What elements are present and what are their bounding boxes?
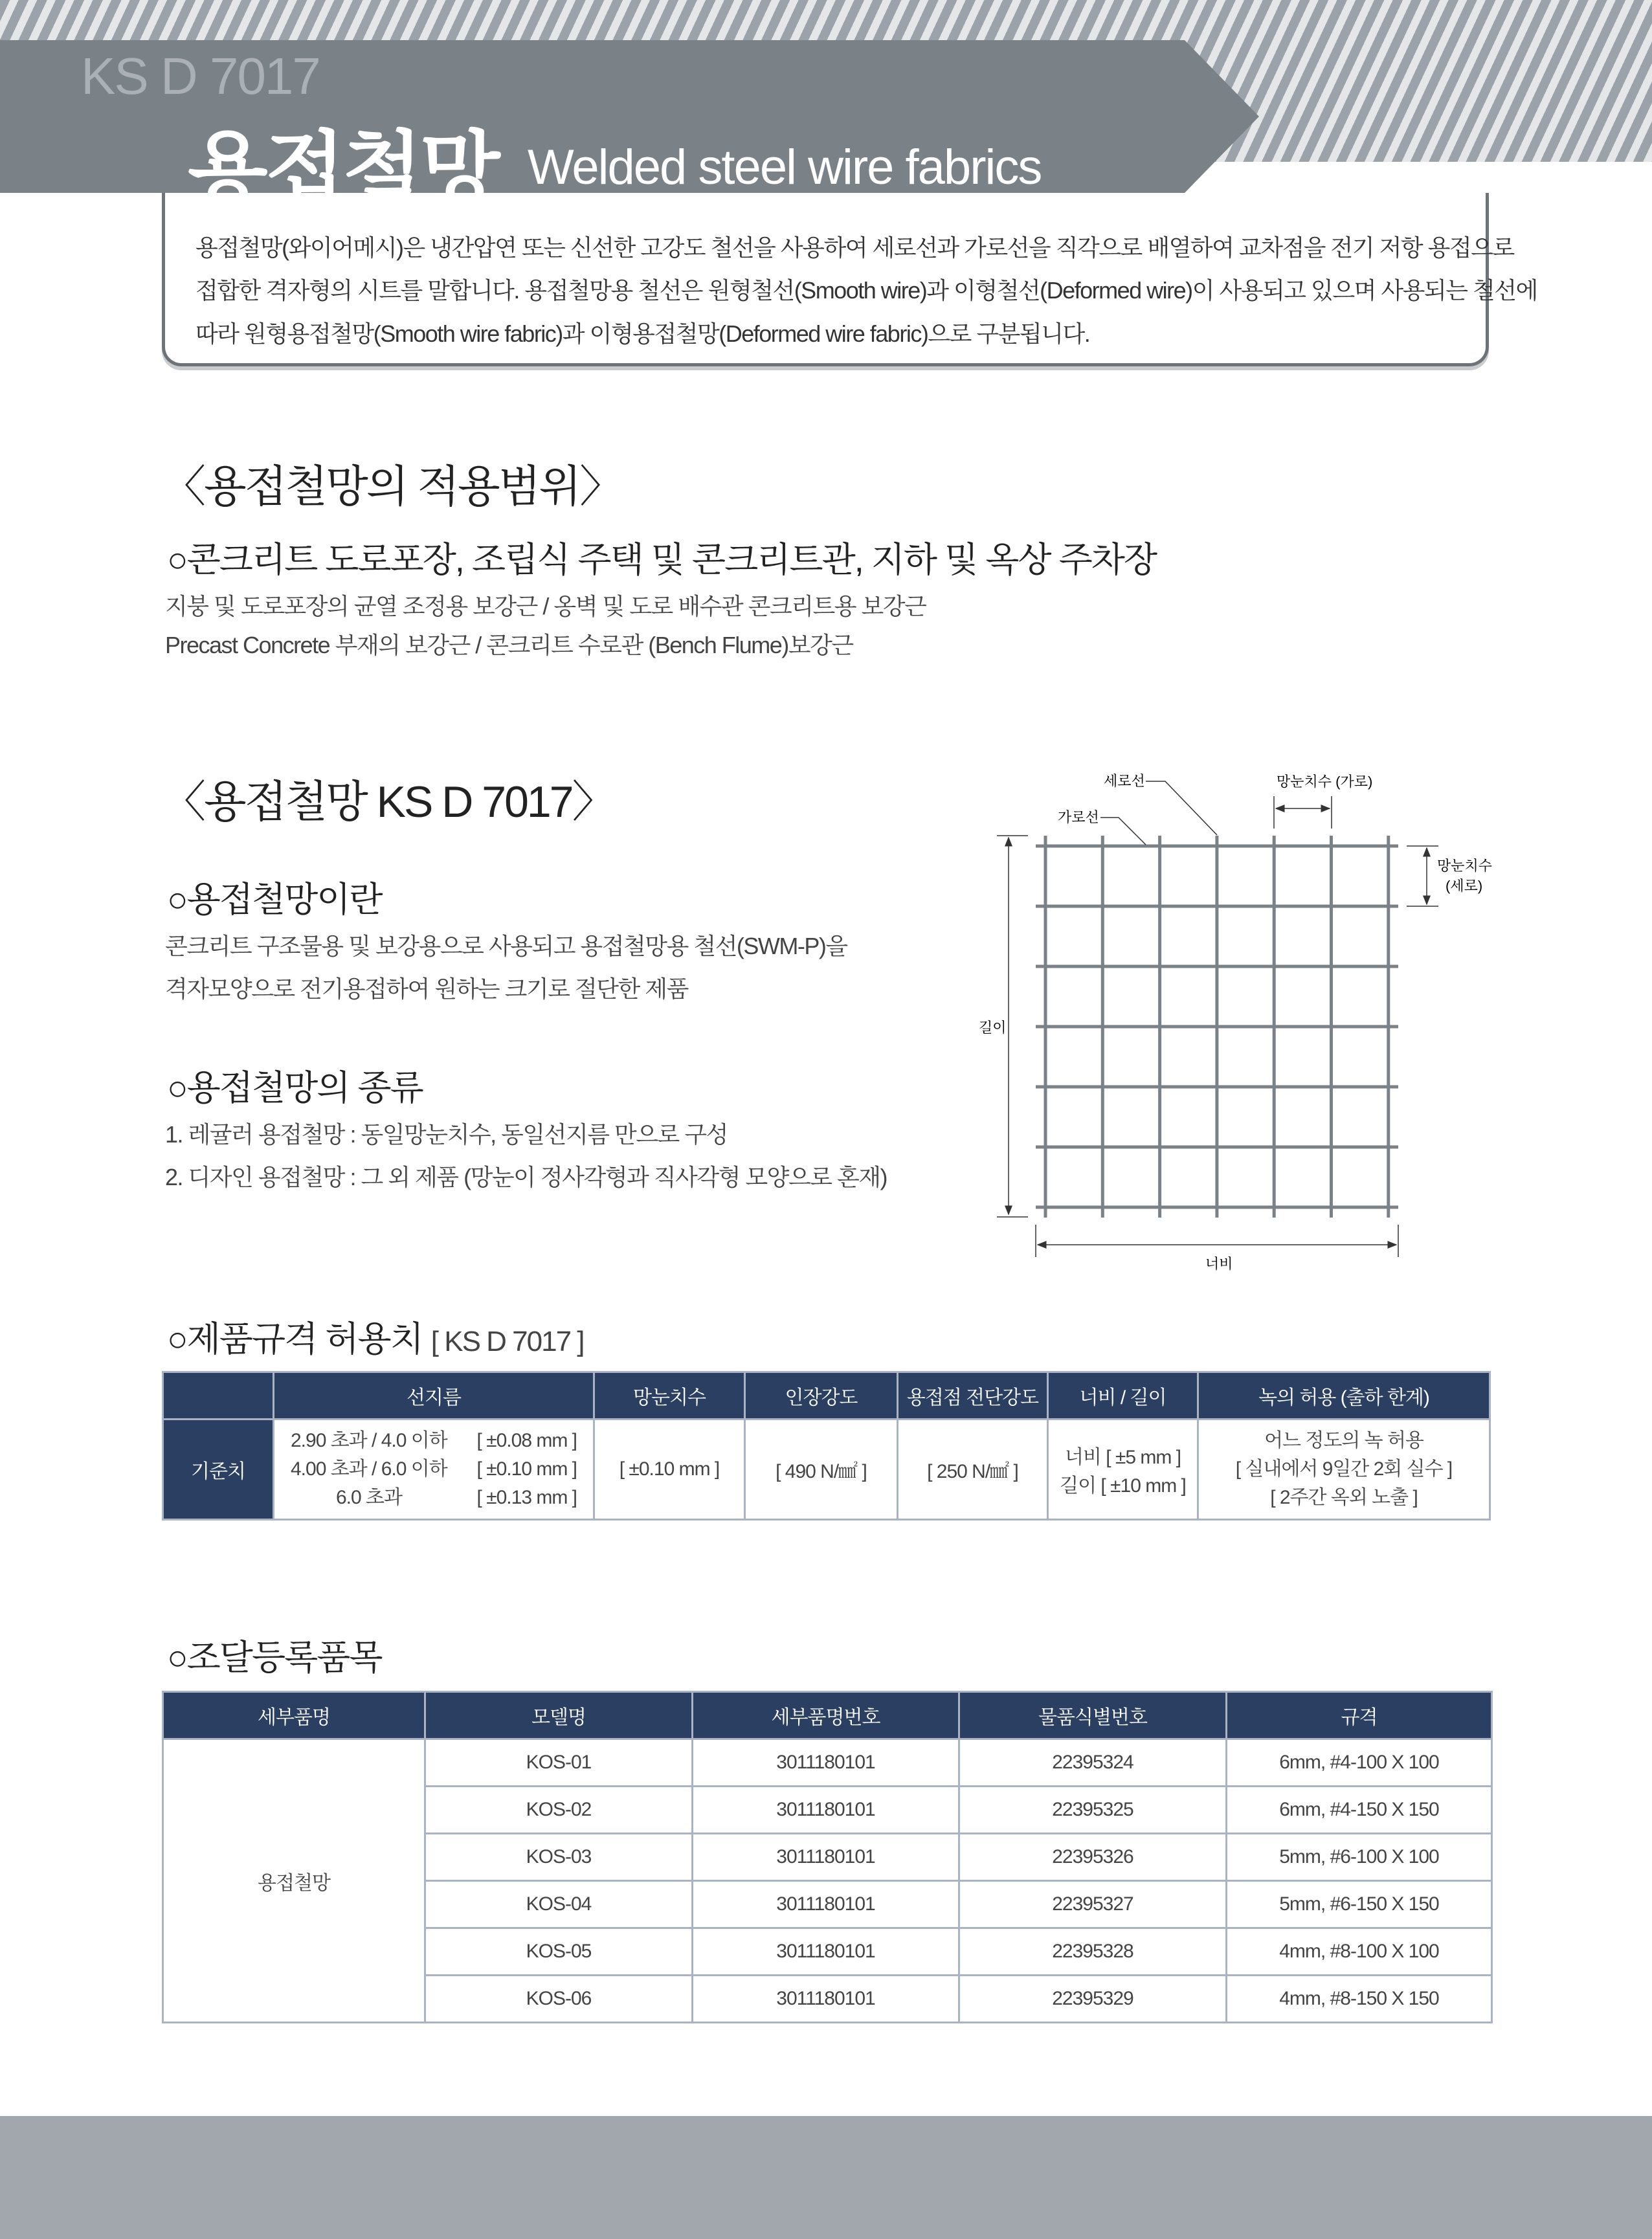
diameter-tol: [ ±0.08 mm ] [476, 1430, 577, 1451]
spec-header [163, 1372, 274, 1420]
procure-header-row [163, 1692, 1492, 1739]
procure-header: 규격 [1227, 1692, 1492, 1739]
procure-header: 세부품명 [163, 1692, 425, 1739]
item-name: 용접철망 [163, 1739, 425, 2023]
spec-header: 녹의 허용 (출하 한계) [1198, 1372, 1490, 1420]
spec-table [162, 1371, 1491, 1521]
spec-title-ref: [ KS D 7017 ] [430, 1326, 584, 1357]
spec-row-label: 기준치 [163, 1420, 274, 1520]
spec-row [163, 1420, 1490, 1520]
model-name: KOS-02 [425, 1787, 693, 1834]
mesh-diagram [971, 757, 1493, 1272]
type-item: 2. 디자인 용접철망 : 그 외 제품 (망눈이 정사각형과 직사각형 모양으로 혼재) [165, 1164, 887, 1190]
types-title: ○용접철망의 종류 [167, 1069, 423, 1108]
procure-header: 물품식별번호 [959, 1692, 1227, 1739]
scope-line: 지붕 및 도로포장의 균열 조정용 보강근 / 옹벽 및 도로 배수관 콘크리트용 보강근 [165, 593, 926, 619]
diameter-range: 6.0 초과 [336, 1487, 402, 1508]
procurement-table [162, 1691, 1493, 2023]
spec-header: 인장강도 [745, 1372, 898, 1420]
spec-title [167, 1311, 584, 1361]
spec: 6mm, #4-100 X 100 [1227, 1739, 1492, 1787]
rust-line: [ 2주간 옥외 노출 ] [1270, 1487, 1418, 1508]
item-id: 22395324 [959, 1739, 1227, 1787]
width-label: 너비 [1205, 1256, 1233, 1272]
model-name: KOS-04 [425, 1881, 693, 1928]
spec-header-row [163, 1372, 1490, 1420]
intro-line: 접합한 격자형의 시트를 말합니다. 용접철망용 철선은 원형철선(Smooth wire)과 이형철선(Deformed wire)이 사용되고 있으며 사용되는 철선에 [195, 277, 1537, 304]
item-id: 22395329 [959, 1976, 1227, 2023]
horizontal-wire-label: 가로선 [1058, 809, 1099, 825]
procure-header: 세부품명번호 [693, 1692, 959, 1739]
length-tol: 길이 [ ±10 mm ] [1060, 1475, 1186, 1497]
spec-header: 용접점 전단강도 [898, 1372, 1048, 1420]
scope-bullet: ○콘크리트 도로포장, 조립식 주택 및 콘크리트관, 지하 및 옥상 주차장 [167, 540, 1157, 579]
diameter-cell [274, 1420, 594, 1520]
length-label: 길이 [979, 1019, 1007, 1036]
intro-line: 용접철망(와이어메시)은 냉간압연 또는 신선한 고강도 철선을 사용하여 세로선과 가로선을 직각으로 배열하여 교차점을 전기 저항 용접으로 [195, 234, 1514, 261]
page-subtitle: Welded steel wire fabrics [528, 140, 1042, 195]
item-id: 22395327 [959, 1881, 1227, 1928]
diameter-range: 4.00 초과 / 6.0 이하 [291, 1458, 447, 1480]
rust-cell [1198, 1420, 1490, 1520]
footer-band [0, 2116, 1652, 2239]
spec-title-text: ○제품규격 허용치 [167, 1320, 423, 1359]
scope-line: Precast Concrete 부재의 보강근 / 콘크리트 수로관 (Bench Flume)보강근 [165, 632, 853, 658]
diameter-tol: [ ±0.13 mm ] [476, 1487, 577, 1508]
spec: 5mm, #6-150 X 150 [1227, 1881, 1492, 1928]
mesh-v-label: 망눈치수 [1437, 858, 1493, 874]
spec: 4mm, #8-150 X 150 [1227, 1976, 1492, 2023]
category-number: 3011180101 [693, 1881, 959, 1928]
standard-code: KS D 7017 [81, 47, 320, 105]
width-length-cell [1048, 1420, 1198, 1520]
rust-line: 어느 정도의 녹 허용 [1264, 1430, 1423, 1451]
mesh-v-label-2: (세로) [1446, 878, 1483, 894]
procure-header: 모델명 [425, 1692, 693, 1739]
tensile-strength: [ 490 N/㎟ ] [745, 1420, 898, 1520]
spec-header: 너비 / 길이 [1048, 1372, 1198, 1420]
category-number: 3011180101 [693, 1834, 959, 1881]
intro-line: 따라 원형용접철망(Smooth wire fabric)과 이형용접철망(Deformed wire fabric)으로 구분됩니다. [195, 320, 1090, 347]
item-id: 22395326 [959, 1834, 1227, 1881]
width-tol: 너비 [ ±5 mm ] [1064, 1447, 1181, 1468]
procure-title: ○조달등록품목 [167, 1638, 382, 1677]
mesh-h-label: 망눈치수 (가로) [1277, 774, 1373, 790]
what-title: ○용접철망이란 [167, 880, 382, 919]
vertical-wire-leader [1146, 781, 1217, 835]
diameter-tol: [ ±0.10 mm ] [476, 1458, 577, 1480]
table-row [163, 1739, 1492, 1787]
what-line: 격자모양으로 전기용접하여 원하는 크기로 절단한 제품 [165, 975, 688, 1002]
vertical-wire-label: 세로선 [1104, 773, 1145, 789]
what-line: 콘크리트 구조물용 및 보강용으로 사용되고 용접철망용 철선(SWM-P)을 [165, 933, 847, 959]
model-name: KOS-06 [425, 1976, 693, 2023]
item-id: 22395328 [959, 1928, 1227, 1976]
shear-strength: [ 250 N/㎟ ] [898, 1420, 1048, 1520]
mesh-tol: [ ±0.10 mm ] [594, 1420, 745, 1520]
category-number: 3011180101 [693, 1787, 959, 1834]
category-number: 3011180101 [693, 1976, 959, 2023]
model-name: KOS-01 [425, 1739, 693, 1787]
spec-header: 선지름 [274, 1372, 594, 1420]
item-id: 22395325 [959, 1787, 1227, 1834]
page-title: 용접철망 [188, 124, 498, 217]
section-title-scope: 〈용접철망의 적용범위〉 [162, 462, 622, 511]
type-item: 1. 레귤러 용접철망 : 동일망눈치수, 동일선지름 만으로 구성 [165, 1121, 728, 1148]
model-name: KOS-03 [425, 1834, 693, 1881]
horizontal-wire-leader [1100, 818, 1146, 845]
spec: 6mm, #4-150 X 150 [1227, 1787, 1492, 1834]
diameter-range: 2.90 초과 / 4.0 이하 [291, 1430, 447, 1451]
spec: 5mm, #6-100 X 100 [1227, 1834, 1492, 1881]
category-number: 3011180101 [693, 1739, 959, 1787]
model-name: KOS-05 [425, 1928, 693, 1976]
category-number: 3011180101 [693, 1928, 959, 1976]
spec: 4mm, #8-100 X 100 [1227, 1928, 1492, 1976]
rust-line: [ 실내에서 9일간 2회 실수 ] [1235, 1458, 1453, 1480]
spec-header: 망눈치수 [594, 1372, 745, 1420]
section-title-ks: 〈용접철망 KS D 7017〉 [162, 777, 614, 827]
